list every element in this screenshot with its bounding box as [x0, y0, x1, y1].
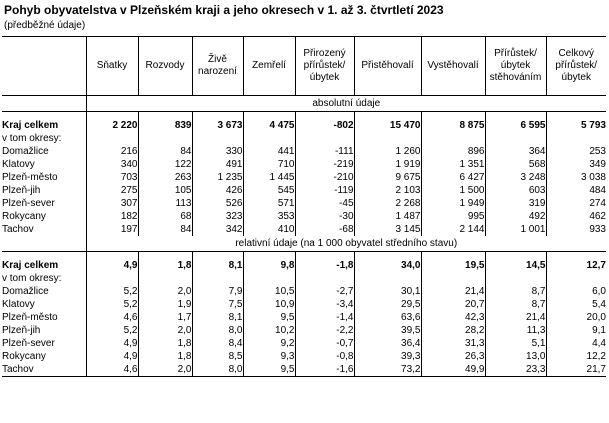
value-cell: 13,0: [485, 350, 546, 363]
value-cell: 34,0: [354, 259, 421, 272]
value-cell: 19,5: [421, 259, 485, 272]
value-cell: 253: [546, 145, 606, 158]
value-cell: 319: [485, 197, 546, 210]
district-label: Plzeň-jih: [2, 325, 41, 336]
value-cell: 330: [192, 145, 243, 158]
value-cell: 8,1: [192, 259, 243, 272]
value-cell: 1 500: [421, 184, 485, 197]
empty-cell: [354, 132, 421, 145]
district-label: Plzeň-jih: [2, 185, 41, 196]
value-cell: 8,1: [192, 311, 243, 324]
value-cell: 9,5: [243, 363, 295, 377]
value-cell: 4,6: [86, 363, 138, 377]
value-cell: 5,2: [86, 285, 138, 298]
value-cell: 1 260: [354, 145, 421, 158]
value-cell: 9 675: [354, 171, 421, 184]
subheader-label: v tom okresy:: [2, 133, 62, 144]
value-cell: -45: [295, 197, 354, 210]
value-cell: 84: [138, 145, 192, 158]
district-label: Tachov: [2, 224, 34, 235]
value-cell: 1,7: [138, 311, 192, 324]
value-cell: 9,3: [243, 350, 295, 363]
spacer-cell: [485, 112, 546, 120]
value-cell: 710: [243, 158, 295, 171]
district-label: Tachov: [2, 363, 86, 377]
empty-cell: [485, 272, 546, 285]
value-cell: 20,0: [546, 311, 606, 324]
value-cell: 839: [138, 119, 192, 132]
empty-cell: [192, 272, 243, 285]
empty-cell: [138, 272, 192, 285]
value-cell: 5,2: [86, 324, 138, 337]
spacer-cell: [192, 112, 243, 120]
spacer-cell: [421, 252, 485, 260]
empty-cell: [421, 272, 485, 285]
value-cell: 4,9: [86, 337, 138, 350]
value-cell: 20,7: [421, 298, 485, 311]
empty-cell: [354, 272, 421, 285]
value-cell: 364: [485, 145, 546, 158]
value-cell: 1 445: [243, 171, 295, 184]
empty-cell: [421, 132, 485, 145]
table-row: [2, 298, 606, 311]
table-row: [2, 145, 606, 158]
header-cell: Rozvody: [138, 37, 192, 96]
table-row: [2, 119, 606, 132]
value-cell: 21,4: [421, 285, 485, 298]
header-label-cell: [2, 37, 86, 96]
value-cell: 484: [546, 184, 606, 197]
value-cell: 462: [546, 210, 606, 223]
population-table: [2, 36, 606, 377]
value-cell: 7,9: [192, 285, 243, 298]
table-row: [2, 171, 606, 184]
value-cell: 36,4: [354, 337, 421, 350]
value-cell: 441: [243, 145, 295, 158]
spacer-cell: [2, 252, 86, 260]
value-cell: 1 919: [354, 158, 421, 171]
spacer-cell: [485, 252, 546, 260]
table-subtitle: (předběžné údaje): [4, 20, 86, 31]
section-header-blank: [2, 96, 86, 112]
value-cell: 6,0: [546, 285, 606, 298]
value-cell: 5,1: [485, 337, 546, 350]
value-cell: 3 145: [354, 223, 421, 236]
empty-cell: [295, 272, 354, 285]
value-cell: 21,4: [485, 311, 546, 324]
header-cell: Celkový přírůstek/ úbytek: [546, 37, 606, 96]
value-cell: 10,5: [243, 285, 295, 298]
value-cell: 2,0: [138, 363, 192, 377]
value-cell: 28,2: [421, 324, 485, 337]
value-cell: 21,7: [546, 363, 606, 377]
spacer-row: [2, 252, 606, 260]
value-cell: 933: [546, 223, 606, 236]
section-header-row: [2, 96, 606, 112]
value-cell: -2,2: [295, 324, 354, 337]
value-cell: -802: [295, 119, 354, 132]
value-cell: 11,3: [485, 324, 546, 337]
value-cell: 84: [138, 223, 192, 236]
value-cell: 9,8: [243, 259, 295, 272]
district-label: Plzeň-sever: [2, 338, 55, 349]
value-cell: 1 949: [421, 197, 485, 210]
value-cell: 39,3: [354, 350, 421, 363]
value-cell: 7,5: [192, 298, 243, 311]
spacer-cell: [243, 252, 295, 260]
value-cell: 73,2: [354, 363, 421, 377]
value-cell: 4 475: [243, 119, 295, 132]
spacer-cell: [138, 252, 192, 260]
empty-cell: [192, 132, 243, 145]
table-row: [2, 223, 606, 236]
table-row: [2, 350, 606, 363]
value-cell: -30: [295, 210, 354, 223]
value-cell: 63,6: [354, 311, 421, 324]
value-cell: 30,1: [354, 285, 421, 298]
spacer-cell: [354, 252, 421, 260]
value-cell: 6 427: [421, 171, 485, 184]
value-cell: -0,8: [295, 350, 354, 363]
value-cell: 995: [421, 210, 485, 223]
district-label: Klatovy: [2, 299, 35, 310]
value-cell: 4,9: [86, 350, 138, 363]
value-cell: 26,3: [421, 350, 485, 363]
value-cell: 49,9: [421, 363, 485, 377]
value-cell: 526: [192, 197, 243, 210]
value-cell: -2,7: [295, 285, 354, 298]
value-cell: 9,1: [546, 324, 606, 337]
value-cell: -1,6: [295, 363, 354, 377]
value-cell: 29,5: [354, 298, 421, 311]
value-cell: -68: [295, 223, 354, 236]
value-cell: 491: [192, 158, 243, 171]
region-total-label: Kraj celkem: [2, 260, 59, 271]
value-cell: 2,0: [138, 324, 192, 337]
value-cell: 5 793: [546, 119, 606, 132]
spacer-cell: [546, 112, 606, 120]
value-cell: 5,4: [546, 298, 606, 311]
value-cell: 426: [192, 184, 243, 197]
spacer-cell: [295, 252, 354, 260]
empty-cell: [546, 132, 606, 145]
value-cell: 349: [546, 158, 606, 171]
value-cell: 8,5: [192, 350, 243, 363]
value-cell: 3 038: [546, 171, 606, 184]
header-cell: Vystěhovalí: [421, 37, 485, 96]
value-cell: 274: [546, 197, 606, 210]
table-row: [2, 311, 606, 324]
table-row: [2, 184, 606, 197]
table-row: [2, 210, 606, 223]
table-row: [2, 337, 606, 350]
value-cell: -119: [295, 184, 354, 197]
value-cell: 1 235: [192, 171, 243, 184]
value-cell: 2,0: [138, 285, 192, 298]
section-header-row: [2, 236, 606, 252]
value-cell: 1 001: [485, 223, 546, 236]
value-cell: 4,6: [86, 311, 138, 324]
table-row: [2, 363, 606, 377]
table-row: [2, 259, 606, 272]
header-cell: Přirozený přírůstek/ úbytek: [295, 37, 354, 96]
value-cell: 8,4: [192, 337, 243, 350]
value-cell: -111: [295, 145, 354, 158]
value-cell: 10,2: [243, 324, 295, 337]
empty-cell: [243, 132, 295, 145]
value-cell: 42,3: [421, 311, 485, 324]
district-label: Rokycany: [2, 351, 46, 362]
value-cell: 5,2: [86, 298, 138, 311]
spacer-cell: [86, 112, 138, 120]
value-cell: 568: [485, 158, 546, 171]
header-row: [2, 37, 606, 96]
value-cell: 492: [485, 210, 546, 223]
empty-cell: [138, 132, 192, 145]
value-cell: 9,2: [243, 337, 295, 350]
table-row: [2, 197, 606, 210]
value-cell: 275: [86, 184, 138, 197]
value-cell: 353: [243, 210, 295, 223]
value-cell: 2 268: [354, 197, 421, 210]
table-body: [2, 96, 606, 377]
value-cell: 9,5: [243, 311, 295, 324]
value-cell: 1 487: [354, 210, 421, 223]
spacer-cell: [295, 112, 354, 120]
value-cell: 216: [86, 145, 138, 158]
value-cell: 122: [138, 158, 192, 171]
spacer-cell: [2, 112, 86, 120]
subheader-label: v tom okresy:: [2, 273, 62, 284]
section-label: absolutní údaje: [86, 96, 606, 112]
district-label: Plzeň-město: [2, 312, 58, 323]
value-cell: 603: [485, 184, 546, 197]
header-cell: Živě narození: [192, 37, 243, 96]
value-cell: 14,5: [485, 259, 546, 272]
value-cell: 8,0: [192, 324, 243, 337]
empty-cell: [546, 272, 606, 285]
value-cell: 105: [138, 184, 192, 197]
value-cell: -0,7: [295, 337, 354, 350]
value-cell: 571: [243, 197, 295, 210]
value-cell: 39,5: [354, 324, 421, 337]
value-cell: -1,4: [295, 311, 354, 324]
value-cell: -1,8: [295, 259, 354, 272]
value-cell: -3,4: [295, 298, 354, 311]
value-cell: 1,8: [138, 350, 192, 363]
section-label: relativní údaje (na 1 000 obyvatel středního stavu): [86, 236, 606, 252]
value-cell: 2 220: [86, 119, 138, 132]
header-cell: Přistěhovalí: [354, 37, 421, 96]
district-label: Domažlice: [2, 146, 49, 157]
district-label: Rokycany: [2, 211, 46, 222]
table-row: [2, 285, 606, 298]
value-cell: 15 470: [354, 119, 421, 132]
value-cell: 6 595: [485, 119, 546, 132]
value-cell: 197: [86, 223, 138, 236]
value-cell: 3 673: [192, 119, 243, 132]
value-cell: 8 875: [421, 119, 485, 132]
value-cell: 182: [86, 210, 138, 223]
value-cell: 23,3: [485, 363, 546, 377]
value-cell: 307: [86, 197, 138, 210]
value-cell: 31,3: [421, 337, 485, 350]
value-cell: 1,8: [138, 337, 192, 350]
table-row: [2, 324, 606, 337]
table-row: [2, 158, 606, 171]
district-label: Domažlice: [2, 286, 49, 297]
value-cell: 8,7: [485, 298, 546, 311]
empty-cell: [86, 132, 138, 145]
value-cell: 1,8: [138, 259, 192, 272]
value-cell: 113: [138, 197, 192, 210]
value-cell: 1 351: [421, 158, 485, 171]
value-cell: 703: [86, 171, 138, 184]
header-cell: Zemřelí: [243, 37, 295, 96]
value-cell: -210: [295, 171, 354, 184]
value-cell: 410: [243, 223, 295, 236]
value-cell: 342: [192, 223, 243, 236]
section-header-blank: [2, 236, 86, 252]
value-cell: -219: [295, 158, 354, 171]
spacer-cell: [546, 252, 606, 260]
value-cell: 68: [138, 210, 192, 223]
value-cell: 263: [138, 171, 192, 184]
district-label: Plzeň-město: [2, 172, 58, 183]
district-label: Klatovy: [2, 159, 35, 170]
subheader-row: [2, 132, 606, 145]
empty-cell: [485, 132, 546, 145]
value-cell: 3 248: [485, 171, 546, 184]
value-cell: 323: [192, 210, 243, 223]
empty-cell: [243, 272, 295, 285]
value-cell: 12,2: [546, 350, 606, 363]
spacer-row: [2, 112, 606, 120]
empty-cell: [295, 132, 354, 145]
value-cell: 4,9: [86, 259, 138, 272]
spacer-cell: [192, 252, 243, 260]
spacer-cell: [421, 112, 485, 120]
spacer-cell: [243, 112, 295, 120]
spacer-cell: [138, 112, 192, 120]
value-cell: 340: [86, 158, 138, 171]
value-cell: 2 103: [354, 184, 421, 197]
district-label: Plzeň-sever: [2, 198, 55, 209]
value-cell: 4,4: [546, 337, 606, 350]
value-cell: 896: [421, 145, 485, 158]
value-cell: 12,7: [546, 259, 606, 272]
spacer-cell: [86, 252, 138, 260]
region-total-label: Kraj celkem: [2, 120, 59, 131]
header-cell: Přírůstek/ úbytek stěhováním: [485, 37, 546, 96]
table-title: Pohyb obyvatelstva v Plzeňském kraji a jeho okresech v 1. až 3. čtvrtletí 2023: [4, 3, 444, 17]
subheader-row: [2, 272, 606, 285]
empty-cell: [86, 272, 138, 285]
header-cell: Sňatky: [86, 37, 138, 96]
spacer-cell: [354, 112, 421, 120]
value-cell: 1,9: [138, 298, 192, 311]
value-cell: 545: [243, 184, 295, 197]
value-cell: 2 144: [421, 223, 485, 236]
value-cell: 8,7: [485, 285, 546, 298]
value-cell: 10,9: [243, 298, 295, 311]
value-cell: 8,0: [192, 363, 243, 377]
